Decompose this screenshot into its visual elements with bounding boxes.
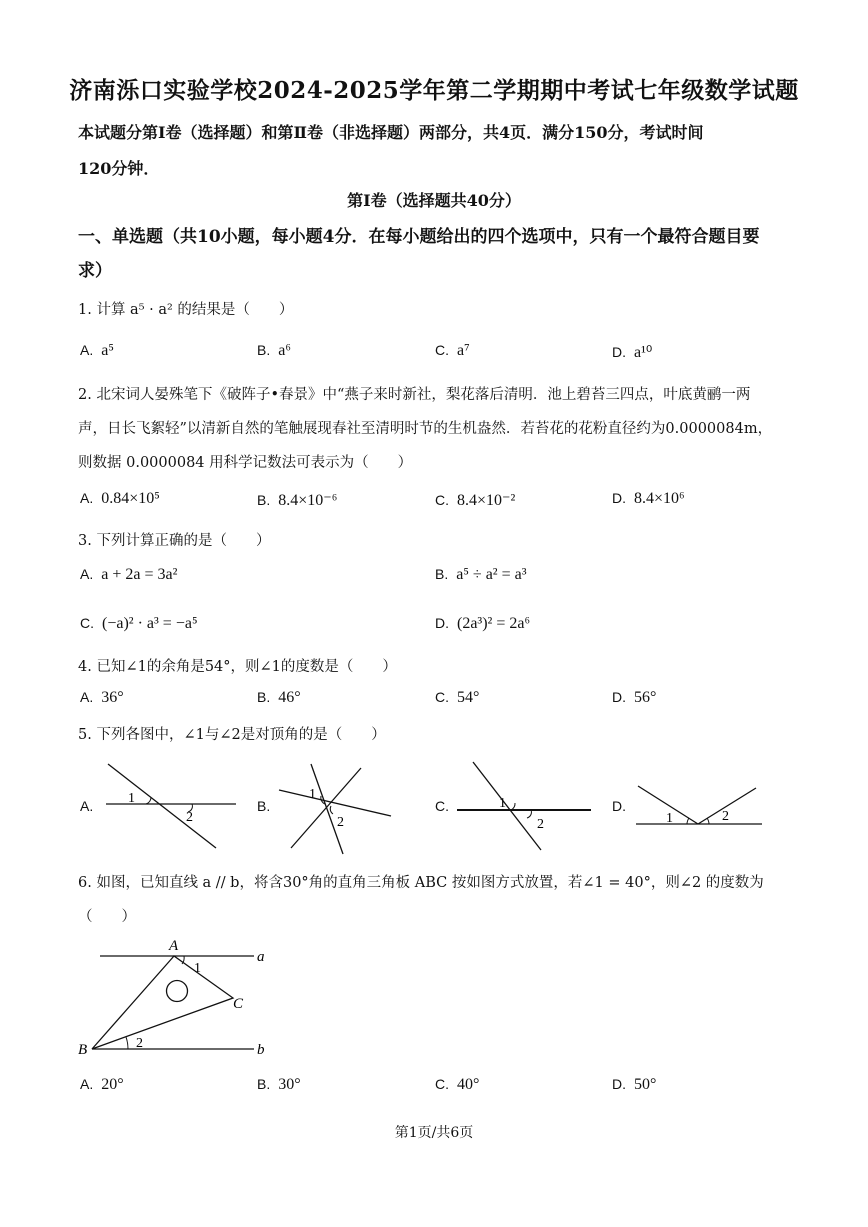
angle-1-label: 1 (128, 791, 135, 806)
vertex-c-label: C (233, 996, 244, 1012)
question-2-stem-line-1: 2. 北宋词人晏殊笔下《破阵子•春景》中“燕子来时新社，梨花落后清明．池上碧苔三四点，叶底黄鹂一两 (78, 387, 751, 403)
angle-1-label: 1 (666, 811, 673, 826)
q1-option-a: A. a⁵ (80, 342, 114, 359)
q5-figure-a (100, 760, 240, 852)
question-3-stem: 3. 下列计算正确的是（ ） (78, 533, 271, 549)
angle-1-label: 1 (309, 787, 316, 802)
question-2-stem-line-3: 则数据 0.0000084 用科学记数法可表示为（ ） (78, 455, 413, 471)
q3-option-c: C. (−a)² · a³ = −a⁵ (80, 615, 198, 632)
q5-figure-c (455, 758, 593, 854)
q3-option-a: A. a + 2a = 3a² (80, 566, 178, 583)
q2-option-a: A. 0.84×10⁵ (80, 490, 160, 507)
intro-line-2: 120分钟． (78, 159, 160, 178)
q6-option-c: C. 40° (435, 1076, 480, 1093)
q5-figure-d (632, 782, 766, 830)
q6-option-a: A. 20° (80, 1076, 124, 1093)
angle-2-label: 2 (136, 1036, 143, 1051)
page-footer: 第1页/共6页 (394, 1125, 474, 1141)
question-1-stem: 1. 计算 a⁵ · a² 的结果是（ ） (78, 302, 294, 318)
part-heading-line-1: 一、单选题（共10小题，每小题4分．在每小题给出的四个选项中，只有一个最符合题目要 (78, 227, 760, 247)
question-4-stem: 4. 已知∠1的余角是54°，则∠1的度数是（ ） (78, 659, 397, 675)
q4-option-c: C. 54° (435, 689, 480, 706)
vertex-a-label: A (169, 938, 179, 954)
q4-option-b: B. 46° (257, 689, 301, 706)
q4-option-d: D. 56° (612, 689, 657, 706)
line-b-label: b (257, 1042, 265, 1058)
line-a-label: a (257, 949, 265, 965)
angle-2-label: 2 (186, 810, 193, 825)
q3-option-b: B. a⁵ ÷ a² = a³ (435, 566, 527, 583)
question-5-stem: 5. 下列各图中，∠1与∠2是对顶角的是（ ） (78, 727, 386, 743)
angle-2-label: 2 (537, 817, 544, 832)
angle-2-label: 2 (722, 809, 729, 824)
q3-option-d: D. (2a³)² = 2a⁶ (435, 615, 531, 632)
q6-figure-triangle (76, 934, 276, 1062)
question-6-stem-line-2: （ ） (78, 909, 136, 925)
section-title: 第Ⅰ卷（选择题共40分） (347, 191, 521, 210)
exam-title: 济南泺口实验学校2024-2025学年第二学期期中考试七年级数学试题 (69, 77, 799, 104)
q1-option-b: B. a⁶ (257, 342, 291, 359)
intro-line-1: 本试题分第Ⅰ卷（选择题）和第Ⅱ卷（非选择题）两部分，共4页．满分150分，考试时间 (78, 123, 704, 142)
q5-option-b-label: B. (257, 798, 271, 814)
q6-option-d: D. 50° (612, 1076, 657, 1093)
q2-option-d: D. 8.4×10⁶ (612, 490, 685, 507)
q2-option-c: C. 8.4×10⁻² (435, 492, 516, 509)
q5-option-c-label: C. (435, 798, 449, 814)
q1-option-d: D. a¹⁰ (612, 344, 653, 361)
question-2-stem-line-2: 声，日长飞絮轻”以清新自然的笔触展现春社至清明时节的生机盎然．若苔花的花粉直径约为0.0000084m， (78, 421, 773, 437)
q6-option-b: B. 30° (257, 1076, 301, 1093)
vertex-b-label: B (78, 1042, 88, 1058)
q1-option-c: C. a⁷ (435, 342, 470, 359)
q2-option-b: B. 8.4×10⁻⁶ (257, 492, 338, 509)
part-heading-line-2: 求） (78, 261, 112, 281)
question-6-stem-line-1: 6. 如图，已知直线 a // b，将含30°角的直角三角板 ABC 按如图方式放置，若∠1 = 40°，则∠2 的度数为 (78, 875, 764, 891)
q5-option-a-label: A. (80, 798, 94, 814)
q5-figure-b (275, 760, 395, 855)
q5-option-d-label: D. (612, 798, 626, 814)
angle-1-label: 1 (194, 961, 201, 976)
q4-option-a: A. 36° (80, 689, 124, 706)
angle-1-label: 1 (499, 796, 506, 811)
angle-2-label: 2 (337, 815, 344, 830)
